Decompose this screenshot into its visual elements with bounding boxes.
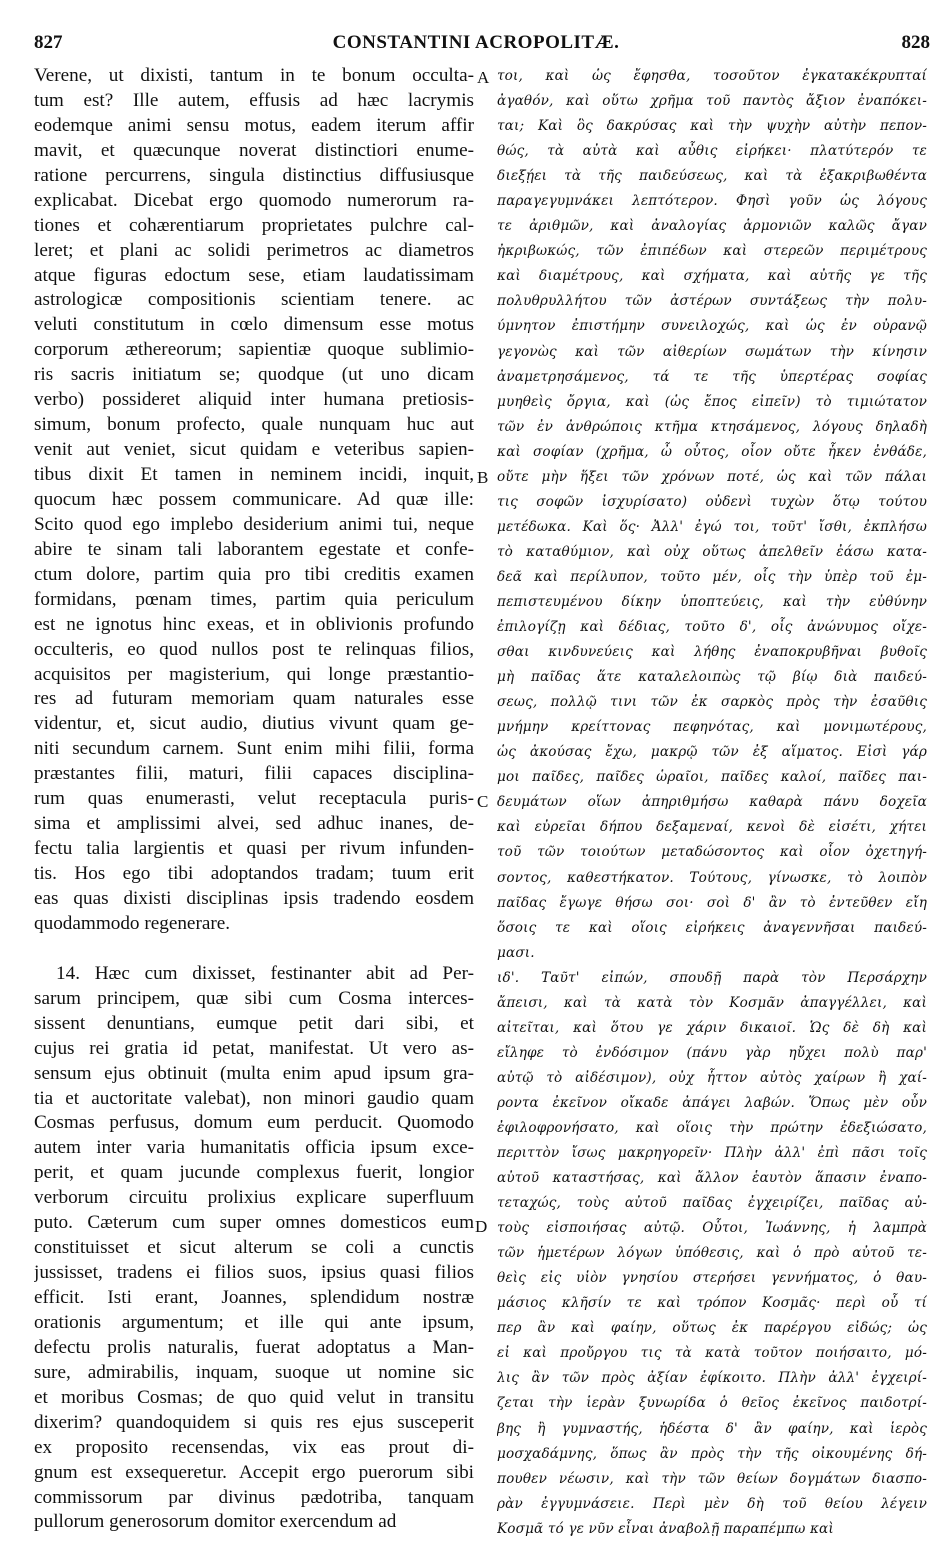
text-line: σοντος, καθεστήκατον. Τούτους, γίνωσκε, τὸ λοιπὸν: [497, 869, 927, 886]
text-line: efficit. Isti erant, Joannes, splendidum nostræ: [34, 1287, 474, 1308]
text-line: quocum hæc possem communicare. Ad quæ ille:: [34, 488, 474, 510]
greek-paragraph-2: [497, 966, 927, 1542]
text-line: formidans, pœnam times, partim quia periculum: [34, 588, 474, 610]
text-line: jussisset, tradens ei filios suos, ipsius quasi filios: [34, 1262, 474, 1284]
paragraph-gap: [34, 937, 474, 962]
text-line: sensum ejus obtinuit (multa enim apud ipsum gra-: [34, 1062, 474, 1084]
greek-paragraph-1: [497, 64, 927, 966]
text-line: commissorum par divinus pædotriba, tanquam: [34, 1486, 474, 1508]
text-line: οὔτε μὴν ἥξει τῶν χρόνων ποτέ, ὡς καὶ τῶν πάλαι: [497, 468, 927, 485]
text-line: tiones et cohærentiarum proprietates pulchre cal-: [34, 214, 474, 236]
text-line: τοι, καὶ ὡς ἔφησθα, τοσοῦτον ἐγκατακέκρυπταί: [497, 68, 927, 84]
text-line: ὅσοις τε καὶ οἵοις εἰρήκεις ἀναγεννῆσαι παιδεύ-: [497, 919, 927, 936]
text-line: tia et auctoritate valebat), non minori gaudio quam: [34, 1087, 474, 1109]
text-line: mavit, et quæcunque noverat distinctiori enume-: [34, 139, 474, 161]
text-line: ratione percurrens, singula distinctius diffusiusque: [34, 164, 474, 186]
text-line: ὡς ἀκούσας ἔχω, μακρῷ τῶν ἐξ αἵματος. Εἰσὶ γάρ: [497, 744, 927, 761]
text-line: Verene, ut dixisti, tantum in te bonum occulta-: [34, 65, 474, 86]
text-line: τεταχώς, τοὺς αὐτοῦ παῖδας ἐγχειρίζει, παῖδας αὐ-: [497, 1195, 927, 1212]
text-line: simum, bonum profecto, quale nunquam huc aut: [34, 414, 474, 436]
text-line: puto. Cæterum cum super omnes domesticos eum: [34, 1212, 474, 1234]
text-line: sure, admirabilis, inquam, suoque ut nomine sic: [34, 1361, 474, 1383]
text-line: gnum est exsequeretur. Accepit ergo puerorum sibi: [34, 1461, 474, 1483]
text-line: μοι παῖδες, παῖδες ὡραῖοι, παῖδες καλοί, παῖδες παι-: [497, 769, 927, 786]
text-line: ἀναμετρησάμενος, τά τε τῆς ὑπερτέρας σοφίας: [497, 368, 927, 385]
text-line: σθαι κινδυνεύεις καὶ λήθης ἐναποκρυβῆναι βυθοῖς: [497, 644, 927, 661]
text-line: rum quas enumerasti, velut receptacula puris-: [34, 788, 474, 810]
text-line: atque figuras edoctum sese, etiam laudatissimam: [34, 264, 474, 286]
text-line: καὶ σοφίαν (χρῆμα, ὦ οὗτος, οἷον οὔτε ἧκεν ἐνθάδε,: [497, 443, 927, 460]
text-line: γεγονὼς καὶ τῶν αἰθερίων σωμάτων τὴν κίνησιν: [497, 343, 927, 360]
text-line: τις σοφῶν ἰσχυρίσατο) οὐδενὶ τυχὼν ὅτῳ τούτου: [497, 493, 927, 510]
latin-paragraph-2: [34, 962, 474, 1536]
text-line: ιδ'. Ταῦτ' εἰπών, σπουδῇ παρὰ τὸν Περσάρχην: [497, 969, 927, 986]
margin-marker-b: B: [477, 468, 489, 487]
text-line: μὴ παῖδας ἅτε καταλελοιπὼς τῷ βίῳ διὰ παιδεύ-: [497, 669, 927, 686]
text-line: σεως, πολλῷ τινι τῶν ἐκ σαρκὸς πρὸς τὴν ἐσαῦθις: [497, 694, 927, 711]
text-line: πεπιστευμένου δίκην ὑποπτεύεις, καὶ τὴν εὐθύνην: [497, 593, 927, 610]
text-line: δεᾶ καὶ περίλυπον, τοῦτο μέν, οἷς τὴν ὑπὲρ τοῦ ἐμ-: [497, 568, 927, 585]
text-line: μνήμην κρείττονας πεφηνότας, καὶ μονιμωτέρους,: [497, 719, 927, 736]
text-line: explicabat. Dicebat ergo quomodo numerorum ra-: [34, 189, 474, 211]
text-line: περιττὸν ἴσως μακρηγορεῖν· Πλὴν ἀλλ' ἐπὶ πᾶσι τοῖς: [497, 1145, 927, 1162]
text-line: Scito quod ego implebo desiderium animi tui, neque: [34, 513, 474, 535]
text-line: μετέδωκα. Καὶ ὅς· Ἀλλ' ἐγώ τοι, τοῦτ' ἴσθι, ἐκπλήσω: [497, 518, 927, 535]
margin-marker-c: C: [477, 792, 489, 811]
text-line: τοῦ τῶν τοιούτων μεταδώσοντος καὶ οἷον ὀχετηγή-: [497, 844, 927, 861]
text-line: eas quas dixisti disciplinas ipsis tradendo eosdem: [34, 887, 474, 909]
text-line: ris sacris initiatum se; quodque (ut uno dicam: [34, 364, 474, 386]
text-line: verborum circuitu prolixius explicare superfluum: [34, 1187, 474, 1209]
page-number-right: 828: [901, 32, 930, 53]
text-line: veluti constitutum in cœlo dimensum esse motus: [34, 314, 474, 336]
text-line: αὐτοῦ καταστήσας, καὶ ἄλλον ἑαυτὸν ἅπασιν ἐναπο-: [497, 1170, 927, 1187]
text-line: tibus dixit Et tamen in neminem incidi, inquit,: [34, 464, 474, 485]
text-line: ctum dolore, partim quia pro tibi creditis examen: [34, 563, 474, 585]
latin-paragraph-1: [34, 64, 474, 937]
text-line: ζεται τὴν ἱερὰν ξυνωρίδα ὁ θεῖος ἐκεῖνος παιδοτρί-: [497, 1395, 927, 1412]
text-line: orationis argumentum; et ille qui ante ipsum,: [34, 1311, 474, 1333]
text-line: fectu talia largientis et quasi per rivum infunden-: [34, 838, 474, 860]
text-line: leret; et plani ac solidi perimetros ac diametros: [34, 239, 474, 261]
text-line: μοσχαδάμνης, ὅπως ἂν πρὸς τὴν τῆς οἰκουμένης δή-: [497, 1445, 927, 1462]
text-line: abire te sinam tali laborantem egestate et confe-: [34, 538, 474, 560]
margin-marker-d: D: [475, 1217, 488, 1236]
latin-column: [34, 64, 474, 1535]
text-line: καὶ διαμέτρους, καὶ σχήματα, καὶ αὐτῆς γε τῆς: [497, 268, 927, 285]
text-line: autem inter varia humanitatis officia ipsum exce-: [34, 1137, 474, 1159]
text-line: pullorum generosorum domitor exercendum ad: [34, 1511, 397, 1533]
text-line: ἠκριβωκώς, τῶν ἐπιπέδων καὶ στερεῶν περιμέτρους: [497, 243, 927, 260]
text-line: μασι.: [497, 944, 535, 961]
text-line: defectu prolis naturalis, fuerat adoptatus a Man-: [34, 1336, 474, 1358]
text-line: ροντα ἐκεῖνον οἴκαδε ἀπάγει λαβών. Ὅπως μὲν οὖν: [497, 1094, 927, 1111]
text-line: videntur, et, sicut audio, diutius vivunt quam ge-: [34, 713, 474, 735]
greek-column: [497, 64, 927, 1542]
text-line: ἐφιλοφρονήσατο, καὶ οἵοις τὴν πρώτην ἐδεξιώσατο,: [497, 1119, 927, 1136]
text-line: βης ἢ γυμναστής, ἡδέστα δ' ἂν φαίην, καὶ ἱερὸς: [497, 1420, 927, 1437]
text-line: εἰ καὶ προὔργου τις τὰ κατὰ τοῦτον ποιήσαιτο, μό-: [497, 1345, 927, 1362]
text-line: ἐπιλογίζῃ καὶ δέδιας, τοῦτο δ', οἷς ἀνώνυμος οἴχε-: [497, 619, 927, 636]
text-line: θώς, τὰ αὐτὰ καὶ αὖθις εἰρήκει· πλατύτερόν τε: [497, 143, 927, 160]
text-line: occulteris, eo quod nullos post te relinquas filios,: [34, 638, 474, 660]
text-line: cujus rei gratia id petat, manifestat. Ut vero as-: [34, 1037, 474, 1059]
text-line: tis. Hos ego tibi adoptandos tradam; tuum erit: [34, 863, 474, 884]
text-line: dixerim? quandoquidem si quis res ejus susceperit: [34, 1411, 474, 1433]
text-line: μυηθεὶς ὄργια, καὶ (ὡς ἔπος εἰπεῖν) τὸ τιμιώτατον: [497, 393, 927, 410]
text-line: venit aut veniet, sicut quidam e veteribus sapien-: [34, 439, 474, 461]
page-number-left: 827: [34, 32, 63, 53]
text-line: et moribus Cosmas; de quo quid velut in transitu: [34, 1386, 474, 1408]
text-line: δευμάτων οἵων ἀπηριθμήσω καθαρὰ πάνυ δοχεῖα: [497, 794, 927, 811]
text-line: 14. Hæc cum dixisset, festinanter abit ad Per-: [56, 962, 474, 984]
margin-marker-a: A: [477, 68, 490, 87]
text-line: τοὺς εἰσποιήσας αὐτῷ. Οὗτοι, Ἰωάννης, ἡ λαμπρὰ: [497, 1220, 927, 1237]
text-line: sima et amplissimi alvei, sed adhuc inanes, de-: [34, 813, 474, 835]
text-line: ἄπεισι, καὶ τὰ κατὰ τὸν Κοσμᾶν ἀπαγγέλλει, καὶ: [497, 994, 927, 1011]
text-line: sarum principem, quæ sibi cum Cosma interces-: [34, 987, 474, 1009]
text-line: παῖδας ἔγωγε θήσω σοι· σοὶ δ' ἂν τὸ ἐντεῦθεν εἴη: [497, 894, 927, 911]
text-line: eodemque animi sensu motus, eadem iterum affir: [34, 114, 474, 136]
text-line: τῶν ἡμετέρων λόγων ὑπόθεσις, καὶ ὁ πρὸ αὐτοῦ τε-: [497, 1245, 927, 1262]
text-line: πολυθρυλλήτου τῶν ἀστέρων συντάξεως τὴν πολυ-: [497, 293, 927, 310]
text-line: verbo) possideret aliquid inter humana pretiosis-: [34, 389, 474, 411]
text-line: corporum æthereorum; sapientiæ quoque sublimio-: [34, 339, 474, 361]
text-line: est ne ignotus hinc exeas, et in oblivionis profundo: [34, 613, 474, 635]
text-line: ύμνητον ἐπιστήμην συνειλοχώς, καὶ ὡς ἐν οὐρανῷ: [497, 318, 927, 335]
running-title: CONSTANTINI ACROPOLITÆ.: [332, 32, 620, 53]
text-line: niti secundum carnem. Sunt enim mihi filii, forma: [34, 738, 474, 760]
text-line: μάσιος κλῆσίν τε καὶ τρόπον Κοσμᾶς· περὶ οὗ τί: [497, 1295, 927, 1312]
text-line: ται; Καὶ ὃς δακρύσας καὶ τὴν ψυχὴν αὐτὴν πεπον-: [497, 118, 927, 135]
text-line: ex proposito recensendas, vix eas prout di-: [34, 1436, 474, 1458]
text-line: θεὶς εἰς υἱὸν γνησίου στερήσει γεννήματος, ὁ θαυ-: [497, 1270, 927, 1287]
text-line: τε ἀριθμῶν, καὶ ἀναλογίας ἁρμονιῶν καλῶς ἄγαν: [497, 218, 927, 235]
text-line: res ad futuram memoriam quam naturales esse: [34, 688, 474, 710]
text-line: πουθεν νέωσιν, καὶ τὴν τῶν θείων δογμάτων διασπο-: [497, 1470, 927, 1487]
page-header: [0, 32, 952, 62]
text-line: sissent denuntians, eumque petit dari sibi, et: [34, 1012, 474, 1034]
text-line: εἴληφε τὸ ἐνδόσιμον (πάνυ γὰρ ηὔχει πολὺ παρ': [497, 1044, 927, 1061]
text-line: ρὰν ἐγγυμνάσειε. Περὶ μὲν δὴ τοῦ θείου λέγειν: [497, 1495, 927, 1512]
text-line: αὐτῷ τὸ αἰδέσιμον), οὐχ ἧττον αὐτὸς χαίρων ἢ χαί-: [497, 1069, 927, 1086]
text-line: astrologicæ compositionis scientiam tenere. ac: [34, 289, 474, 311]
text-line: τῶν ἐν ἀνθρώποις κτῆμα κτησάμενος, λόγους δηλαδὴ: [497, 418, 927, 435]
text-line: ἀγαθόν, καὶ οὕτω χρῆμα τοῦ παντὸς ἄξιον ἐναπόκει-: [497, 93, 927, 110]
text-line: perit, et quam jucunde complexus fuerit, longior: [34, 1162, 474, 1184]
text-line: Cosmas perfusus, domum eum perducit. Quomodo: [34, 1112, 474, 1134]
text-line: παραγεγυμνάκει λεπτότερον. Φησὶ γοῦν ὡς λόγους: [497, 193, 927, 210]
text-line: περ ἂν καὶ φαίην, οὕτως ἐκ παρέργου εἰδώς; ὡς: [497, 1320, 927, 1337]
text-line: διεξῄει τὰ τῆς παιδεύσεως, καὶ τὰ ἐξακριβωθέντα: [497, 168, 927, 185]
text-line: constituisset et sicut alterum se coli a cunctis: [34, 1237, 474, 1259]
text-line: τὸ καταθύμιον, καὶ οὐχ οὕτως ἀπελθεῖν ἐάσω κατα-: [497, 543, 927, 560]
text-line: λις ἂν τῶν πρὸς ἀξίαν ἐφίκοιτο. Πλὴν ἀλλ' ἐγχειρί-: [497, 1370, 927, 1387]
text-line: præstantes filii, maturi, filii capaces disciplina-: [34, 763, 474, 785]
text-line: tum est? Ille autem, effusis ad hæc lacrymis: [34, 89, 474, 111]
text-line: αἰτεῖται, καὶ ὅτου γε χάριν δικαιοῖ. Ὡς δὲ δὴ καὶ: [497, 1019, 927, 1036]
text-line: Κοσμᾶ τό γε νῦν εἶναι ἀναβολῇ παραπέμπω καὶ: [497, 1520, 834, 1537]
text-line: acquisitos per magisterium, qui longe præstantio-: [34, 663, 474, 685]
text-line: καὶ εὐρεῖαι δήπου δεξαμεναί, κενοὶ δὲ εἰσέτι, χήτει: [497, 819, 927, 836]
text-line: quodammodo regenerare.: [34, 912, 231, 934]
